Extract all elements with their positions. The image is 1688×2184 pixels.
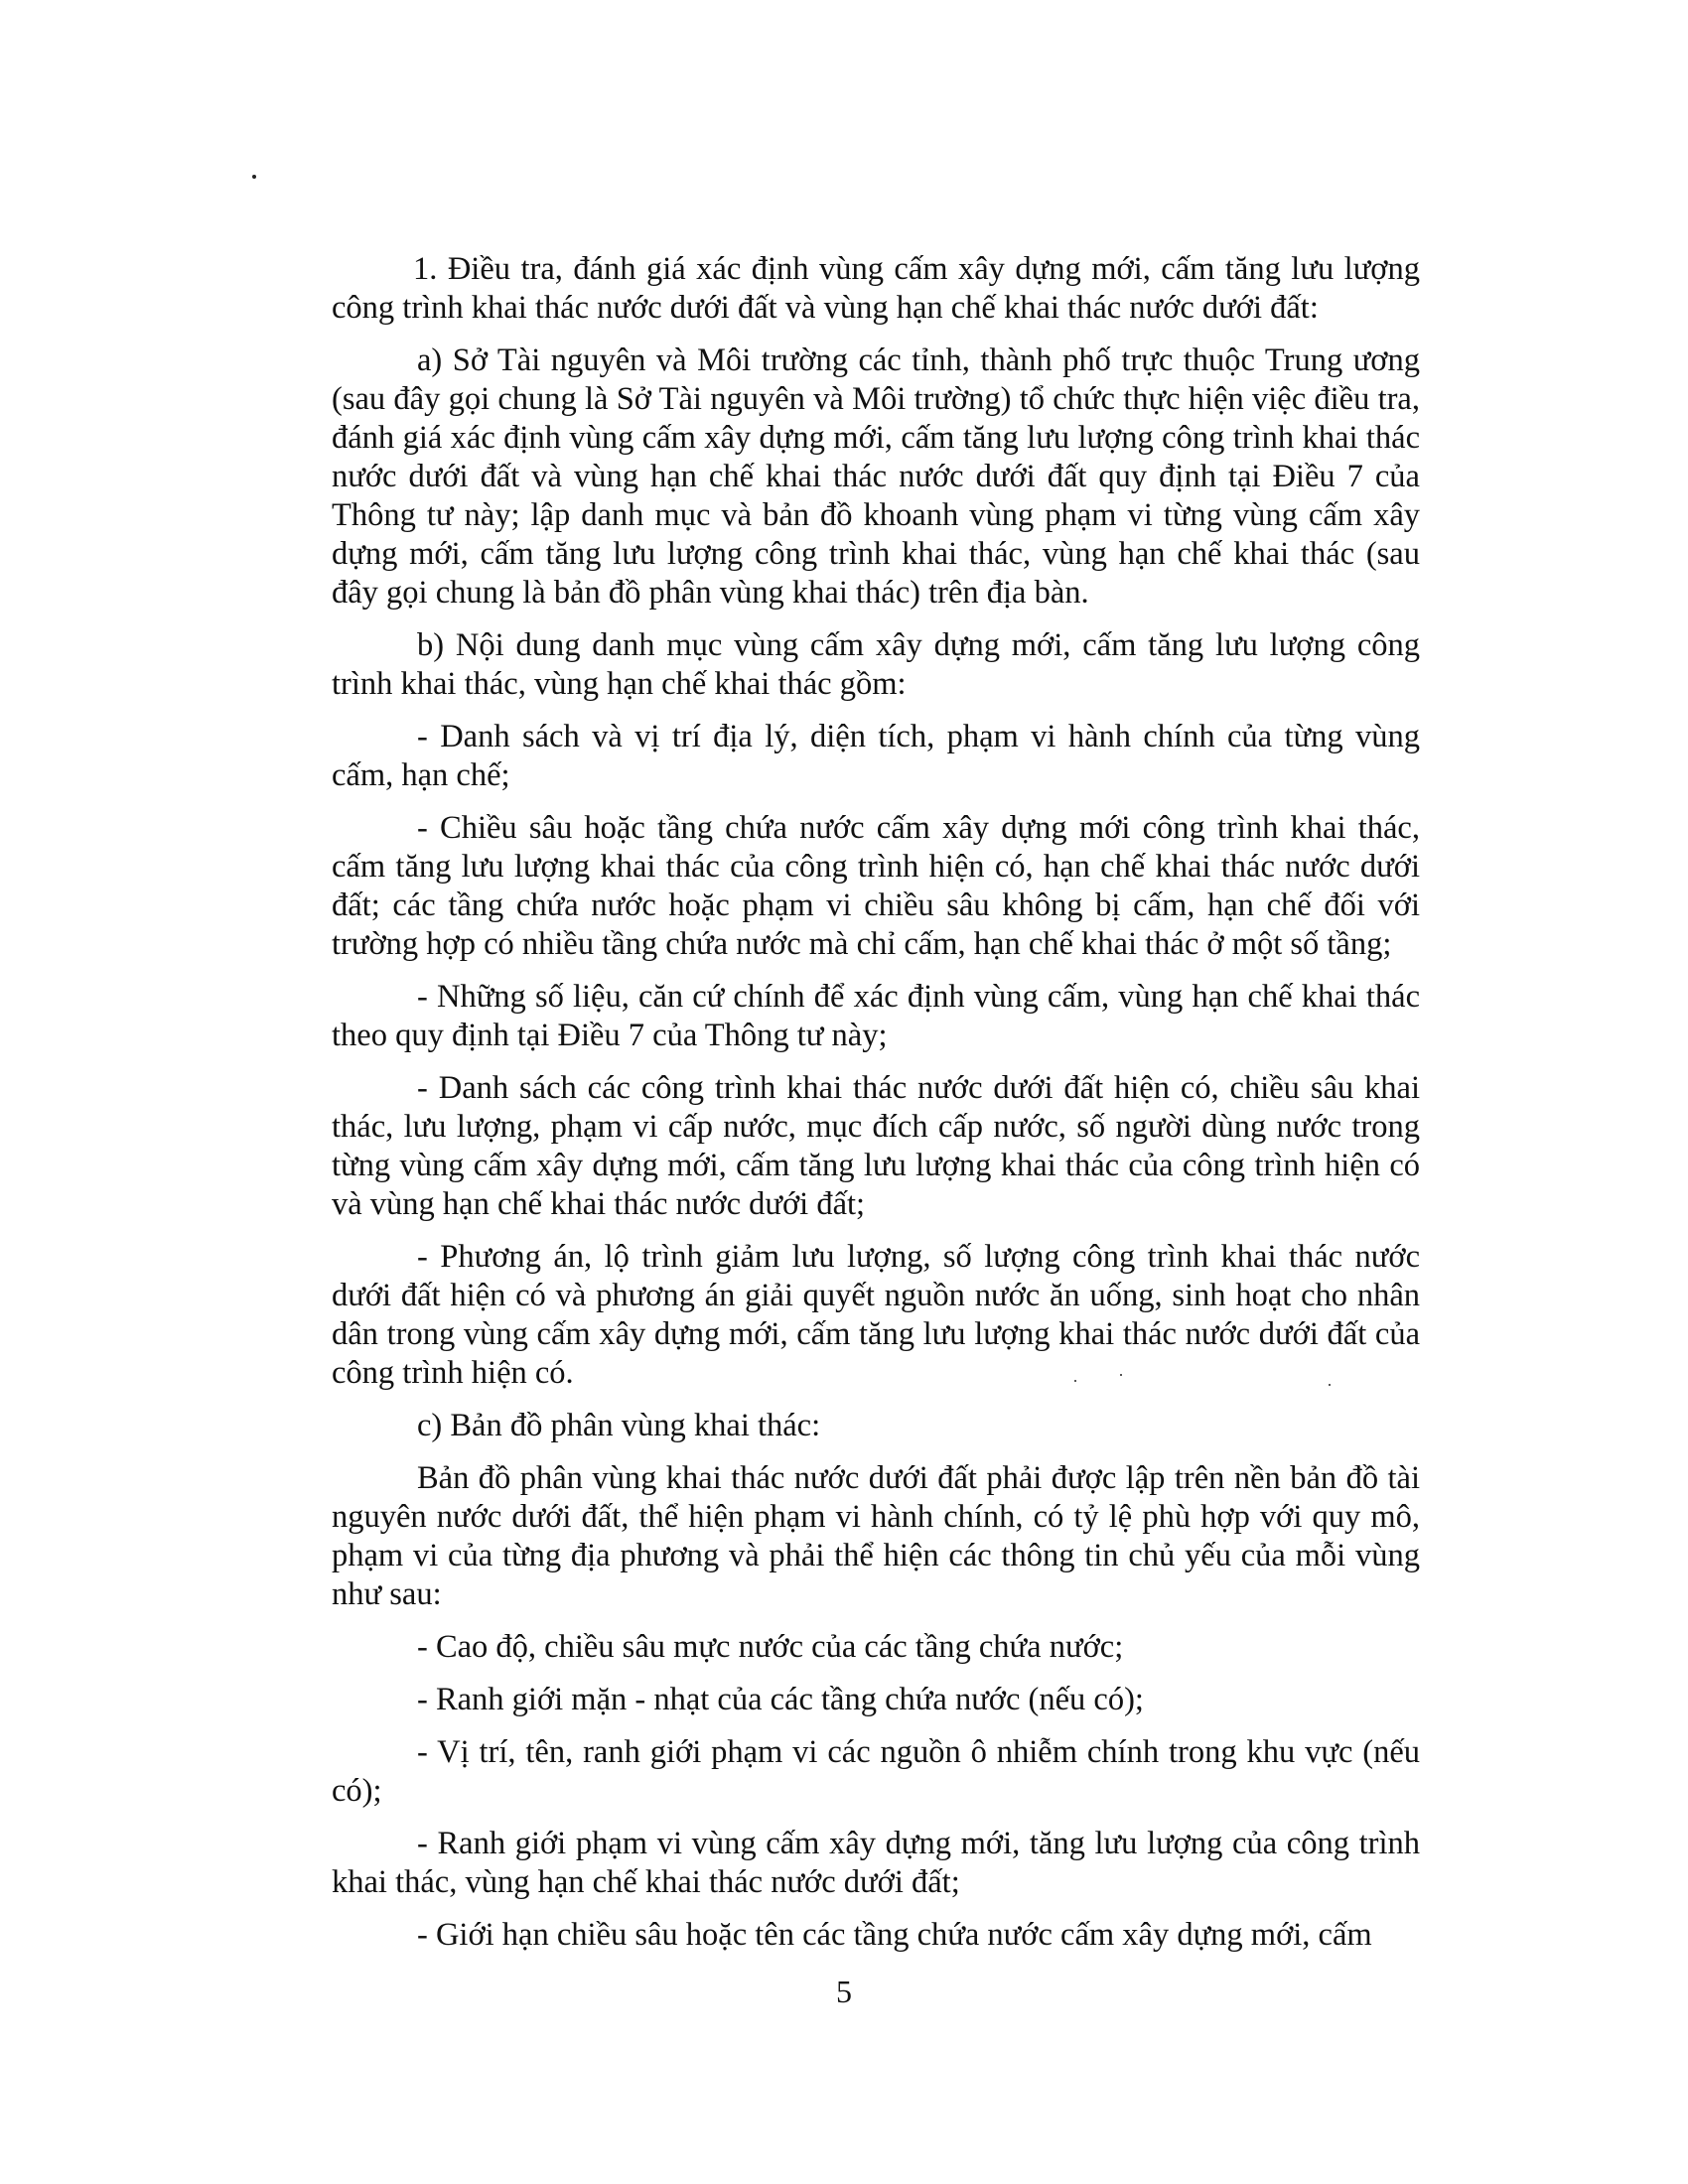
list-item: - Chiều sâu hoặc tầng chứa nước cấm xây dựng mới công trình khai thác, cấm tăng lưu lượng khai thác của công trình hiện có, hạn chế khai thác nước dưới đất; các tầng chứa nước hoặc phạm vi chiều sâu không bị cấm, hạn chế đối với trường hợp có nhiều tầng chứa nước mà chỉ cấm, hạn chế khai thác ở một số tầng;	[332, 810, 1420, 962]
list-item: - Danh sách và vị trí địa lý, diện tích, phạm vi hành chính của từng vùng cấm, hạn chế;	[332, 719, 1420, 793]
list-item: - Những số liệu, căn cứ chính để xác định vùng cấm, vùng hạn chế khai thác theo quy định tại Điều 7 của Thông tư này;	[332, 979, 1420, 1053]
list-item: - Ranh giới phạm vi vùng cấm xây dựng mới, tăng lưu lượng của công trình khai thác, vùng hạn chế khai thác nước dưới đất;	[332, 1826, 1420, 1900]
paragraph-map-requirements: Bản đồ phân vùng khai thác nước dưới đất phải được lập trên nền bản đồ tài nguyên nước dưới đất, thể hiện phạm vi hành chính, có tỷ lệ phù hợp với quy mô, phạm vi của từng địa phương và phải thể hiện các thông tin chủ yếu của mỗi vùng như sau:	[332, 1460, 1420, 1612]
paragraph-c: c) Bản đồ phân vùng khai thác:	[417, 1408, 821, 1443]
list-item: - Giới hạn chiều sâu hoặc tên các tầng chứa nước cấm xây dựng mới, cấm	[417, 1917, 1372, 1953]
paragraph-a: a) Sở Tài nguyên và Môi trường các tỉnh, thành phố trực thuộc Trung ương (sau đây gọi chung là Sở Tài nguyên và Môi trường) tổ chức thực hiện việc điều tra, đánh giá xác định vùng cấm xây dựng mới, cấm tăng lưu lượng công trình khai thác nước dưới đất và vùng hạn chế khai thác nước dưới đất quy định tại Điều 7 của Thông tư này; lập danh mục và bản đồ khoanh vùng phạm vi từng vùng cấm xây dựng mới, cấm tăng lưu lượng công trình khai thác, vùng hạn chế khai thác (sau đây gọi chung là bản đồ phân vùng khai thác) trên địa bàn.	[332, 342, 1420, 611]
page-number: 5	[836, 1974, 852, 2009]
list-item: - Danh sách các công trình khai thác nước dưới đất hiện có, chiều sâu khai thác, lưu lượng, phạm vi cấp nước, mục đích cấp nước, số người dùng nước trong từng vùng cấm xây dựng mới, cấm tăng lưu lượng khai thác của công trình hiện có và vùng hạn chế khai thác nước dưới đất;	[332, 1070, 1420, 1222]
paragraph-b: b) Nội dung danh mục vùng cấm xây dựng mới, cấm tăng lưu lượng công trình khai thác, vùng hạn chế khai thác gồm:	[332, 627, 1420, 702]
list-item: - Ranh giới mặn - nhạt của các tầng chứa nước (nếu có);	[417, 1682, 1144, 1717]
scan-speck	[252, 175, 256, 179]
section-1-heading: 1. Điều tra, đánh giá xác định vùng cấm xây dựng mới, cấm tăng lưu lượng công trình khai thác nước dưới đất và vùng hạn chế khai thác nước dưới đất:	[332, 251, 1420, 326]
list-item: - Cao độ, chiều sâu mực nước của các tầng chứa nước;	[417, 1629, 1124, 1665]
list-item: - Vị trí, tên, ranh giới phạm vi các nguồn ô nhiễm chính trong khu vực (nếu có);	[332, 1734, 1420, 1809]
list-item: - Phương án, lộ trình giảm lưu lượng, số lượng công trình khai thác nước dưới đất hiện có và phương án giải quyết nguồn nước ăn uống, sinh hoạt cho nhân dân trong vùng cấm xây dựng mới, cấm tăng lưu lượng khai thác nước dưới đất của công trình hiện có.	[332, 1239, 1420, 1391]
document-body	[332, 250, 1420, 1969]
